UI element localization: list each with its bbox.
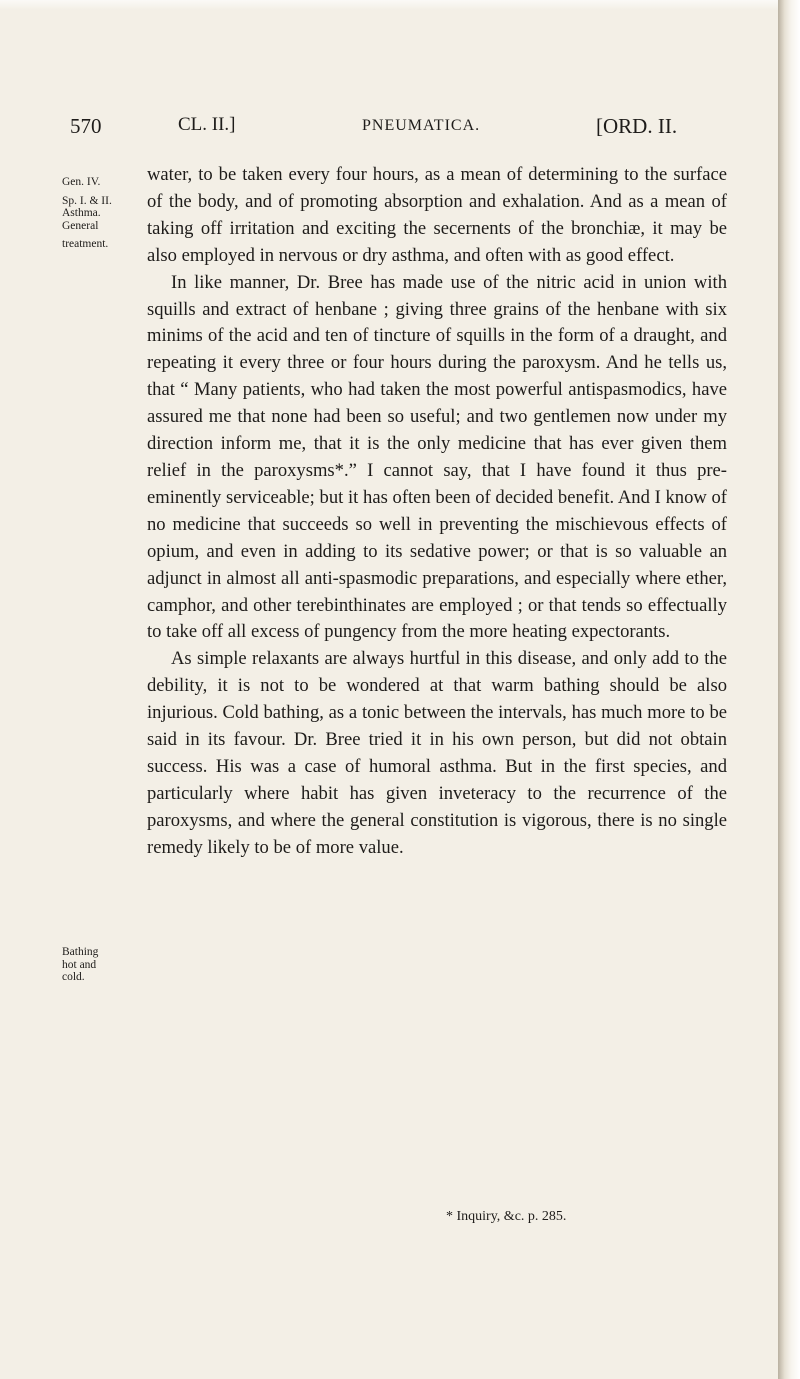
margin-note-line: General [62,219,99,232]
page-binding-edge [778,0,800,1379]
margin-note-bathing [62,946,142,984]
margin-note-classification [62,176,142,251]
margin-note-line: hot and [62,958,97,971]
running-title: PNEUMATICA. [362,117,481,134]
margin-note-line: Sp. I. & II. [62,194,112,207]
paragraph-nitric-acid: In like manner, Dr. Bree has made use of the nitric acid in union with squills and extract of henbane ; giving three grains of the henbane with six minims of the acid and ten of tincture of squills in the form of a draught, and repeating it every three or four hours during the paroxysm. And he tells us, that “ Many patients, who had taken the most powerful antispasmodics, have assured me that none had been so useful; and two gentlemen now under my direction inform me, that it is the only medicine that has ever given them relief in the paroxysms*.” I cannot say, that I have found it thus pre-eminently serviceable; but it has often been of decided benefit. And I know of no medicine that succeeds so well in preventing the mischievous effects of opium, and even in adding to its sedative power; or that is so valuable an adjunct in almost all anti-spasmodic preparations, and especially where ether, camphor, and other terebinthinates are employed ; or that tends so effectually to take off all excess of pungency from the more heating expectorants. [147,271,727,643]
margin-note-line: treatment. [62,238,109,250]
footnote: * Inquiry, &c. p. 285. [446,1209,567,1224]
margin-note-line: Asthma. [62,207,101,219]
margin-note-line: cold. [62,971,85,983]
paragraph-water: water, to be taken every four hours, as a mean of determining to the surface of the body, and of promoting absorption and exhalation. And as a mean of taking off irritation and exciting the secernents of the bronchiæ, it may be also employed in nervous or dry asthma, and often with as good effect. [147,164,727,266]
page-top-edge [0,0,778,10]
chapter-reference: CL. II.] [178,114,236,135]
margin-note-line: Bathing [62,946,99,958]
order-reference: [ORD. II. [596,114,678,138]
margin-note-line: Gen. IV. [62,176,101,188]
paragraph-bathing: As simple relaxants are always hurtful in this disease, and only add to the debility, it is not to be wondered at that warm bathing should be also injurious. Cold bathing, as a tonic between the intervals, has much more to be said in its favour. Dr. Bree tried it in his own person, but did not obtain success. His was a case of humoral asthma. But in the first species, and particularly where habit has given inveteracy to the recurrence of the paroxysms, and where the general constitution is vigorous, there is no single remedy likely to be of more value. [147,648,727,858]
body-text [147,162,727,862]
page-number: 570 [70,114,102,138]
running-header [70,114,720,148]
